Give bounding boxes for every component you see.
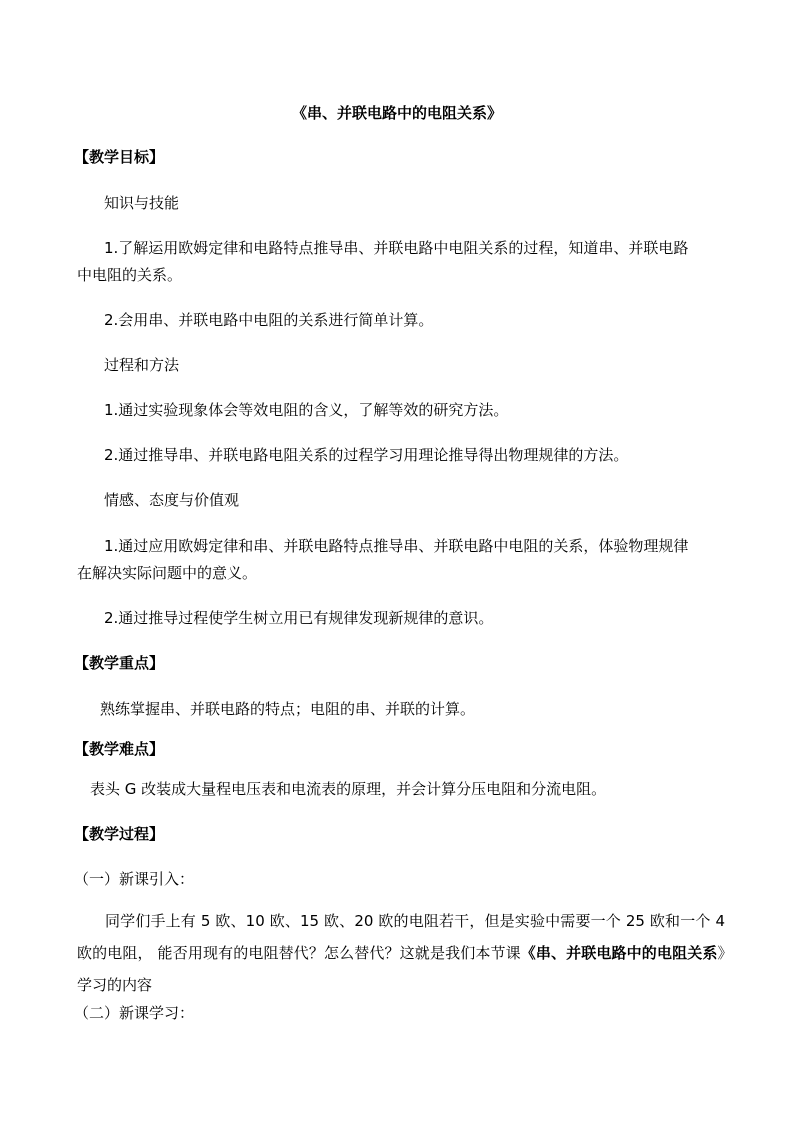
heading-difficulties: 【教学难点】 [74,740,165,758]
process-step1-lesson-title: 《串、并联电路中的电阻关系 [520,944,718,962]
heading-key-points: 【教学重点】 [74,654,165,672]
document-title: 《串、并联电路中的电阻关系》 [291,104,502,122]
process-step1-text-c: 》学习的内容 [77,944,725,994]
objective-emotion-item1-line2: 在解决实际问题中的意义。 [77,564,258,582]
heading-teaching-process: 【教学过程】 [74,825,165,843]
difficulties-text: 表头 G 改装成大量程电压表和电流表的原理，并会计算分压电阻和分流电阻。 [90,780,607,798]
process-step1-paragraph [77,905,725,1001]
objective-knowledge-item1-line2: 中电阻的关系。 [77,266,183,284]
objective-process-item1: 1.通过实验现象体会等效电阻的含义，了解等效的研究方法。 [104,401,509,419]
label-knowledge-skills: 知识与技能 [104,194,180,212]
objective-process-item2: 2.通过推导串、并联电路电阻关系的过程学习用理论推导得出物理规律的方法。 [104,446,629,464]
key-points-text: 熟练掌握串、并联电路的特点；电阻的串、并联的计算。 [100,700,476,718]
heading-objectives: 【教学目标】 [74,148,165,166]
objective-knowledge-item1-line1: 1.了解运用欧姆定律和电路特点推导串、并联电路中电阻关系的过程，知道串、并联电路 [104,239,689,257]
process-step1-text-a: 同学们手上有 5 欧、10 欧、15 欧、20 欧的电阻若干，但是实验中需要一个 25 欧和一个 4 欧的电阻， 能否用现有的电阻替代？怎么替代？这就是我们本节课 [77,912,725,962]
label-process-method: 过程和方法 [104,356,180,374]
process-step1-label: （一）新课引入： [74,870,195,888]
objective-emotion-item2: 2.通过推导过程使学生树立用已有规律发现新规律的意识。 [104,609,494,627]
label-emotion-attitude: 情感、态度与价值观 [104,491,240,509]
objective-knowledge-item2: 2.会用串、并联电路中电阻的关系进行简单计算。 [104,311,434,329]
process-step2-label: （二）新课学习： [74,1004,195,1022]
objective-emotion-item1-line1: 1.通过应用欧姆定律和串、并联电路特点推导串、并联电路中电阻的关系，体验物理规律 [104,537,689,555]
